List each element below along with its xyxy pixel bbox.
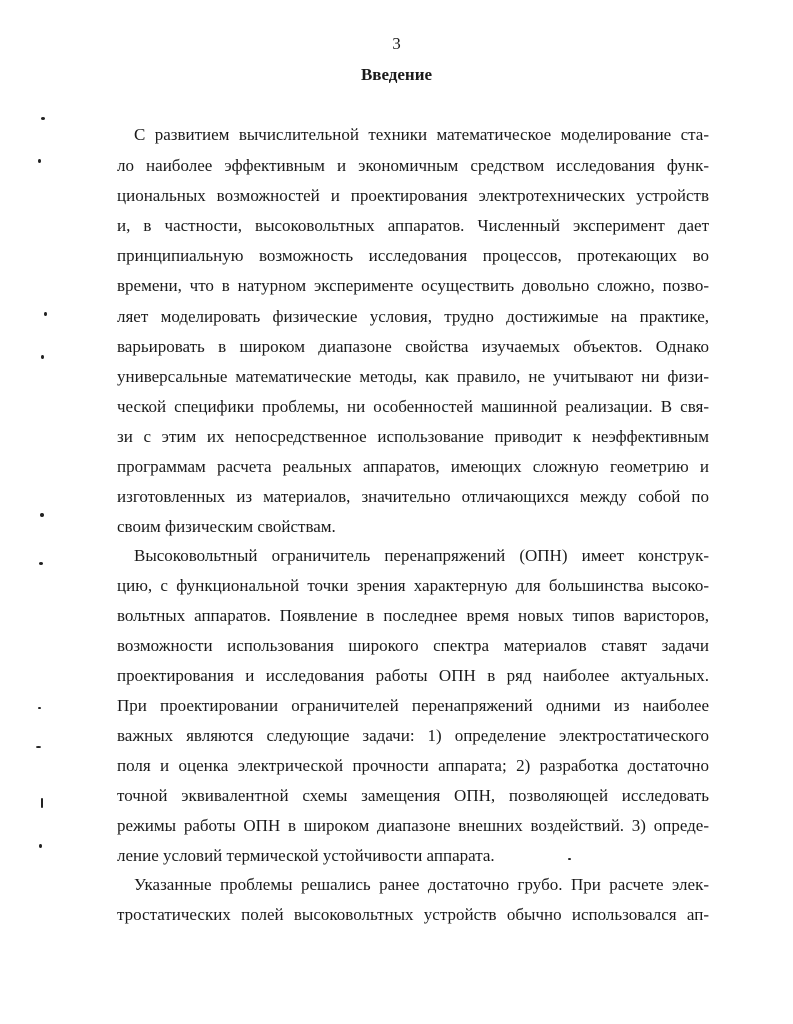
text-line: ление условий термической устойчивости аппарата. <box>117 846 495 865</box>
text-line: При проектировании ограничителей перенапряжений одними из наиболее <box>117 696 709 715</box>
scan-speck <box>38 159 41 163</box>
text-line: точной эквивалентной схемы замещения ОПН, позволяющей исследовать <box>117 786 709 805</box>
text-line: С развитием вычислительной техники математическое моделирование ста- <box>134 125 709 144</box>
text-line: и, в частности, высоковольтных аппаратов. Численный эксперимент дает <box>117 216 709 235</box>
text-line: своим физическим свойствам. <box>117 517 336 536</box>
text-line: цию, с функциональной точки зрения характерную для большинства высоко- <box>117 576 709 595</box>
scan-speck <box>44 312 47 316</box>
text-line: циональных возможностей и проектирования электротехнических устройств <box>117 186 709 205</box>
scan-speck <box>39 844 42 848</box>
text-line: ло наиболее эффективным и экономичным средством исследования функ- <box>117 156 709 175</box>
text-line: ляет моделировать физические условия, трудно достижимые на практике, <box>117 307 709 326</box>
text-line: универсальные математические методы, как правило, не учитывают ни физи- <box>117 367 709 386</box>
text-line: возможности использования широкого спектра материалов ставят задачи <box>117 636 709 655</box>
scan-speck <box>41 798 43 808</box>
text-line: тростатических полей высоковольтных устройств обычно использовался ап- <box>117 905 709 924</box>
scan-speck <box>41 117 45 120</box>
text-line: поля и оценка электрической прочности аппарата; 2) разработка достаточно <box>117 756 709 775</box>
text-line: Высоковольтный ограничитель перенапряжений (ОПН) имеет конструк- <box>134 546 709 565</box>
text-line: варьировать в широком диапазоне свойства изучаемых объектов. Однако <box>117 337 709 356</box>
scan-speck <box>36 746 41 748</box>
text-line: зи с этим их непосредственное использование приводит к неэффективным <box>117 427 709 446</box>
scan-speck <box>568 858 571 860</box>
scan-speck <box>39 562 43 565</box>
page-number: 3 <box>392 34 401 53</box>
text-line: вольтных аппаратов. Появление в последнее время новых типов варисторов, <box>117 606 709 625</box>
text-line: принципиальную возможность исследования процессов, протекающих во <box>117 246 709 265</box>
text-line: Указанные проблемы решались ранее достаточно грубо. При расчете элек- <box>134 875 709 894</box>
text-line: программам расчета реальных аппаратов, имеющих сложную геометрию и <box>117 457 709 476</box>
scan-speck <box>41 355 44 359</box>
scan-speck <box>38 707 41 709</box>
text-line: времени, что в натурном эксперименте осуществить довольно сложно, позво- <box>117 276 709 295</box>
text-line: изготовленных из материалов, значительно отличающихся между собой по <box>117 487 709 506</box>
text-line: проектирования и исследования работы ОПН в ряд наиболее актуальных. <box>117 666 709 685</box>
page-title: Введение <box>360 65 433 84</box>
scan-speck <box>40 513 44 517</box>
text-line: важных являются следующие задачи: 1) определение электростатического <box>117 726 709 745</box>
text-line: ческой специфики проблемы, ни особенностей машинной реализации. В свя- <box>117 397 709 416</box>
text-line: режимы работы ОПН в широком диапазоне внешних воздействий. 3) опреде- <box>117 816 709 835</box>
